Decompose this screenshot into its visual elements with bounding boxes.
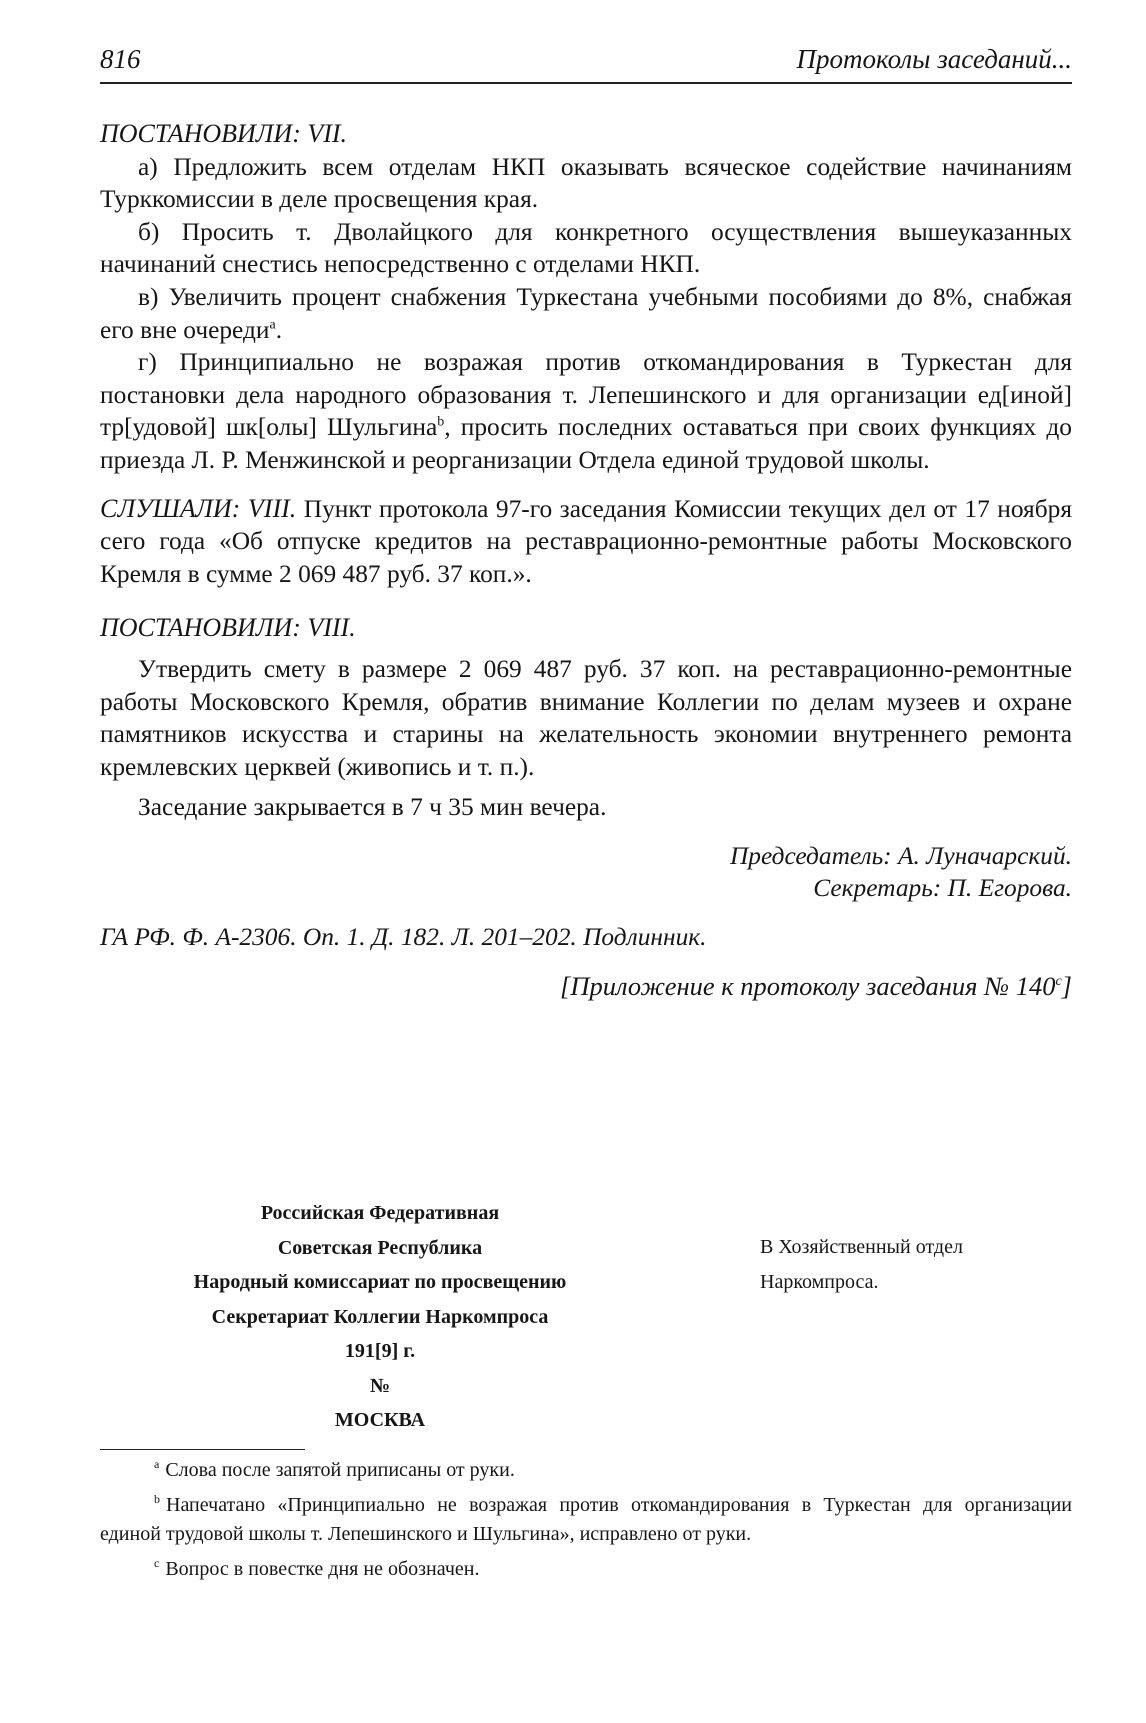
appendix-title <box>100 970 1072 1003</box>
appendix-title-text: [Приложение к протоколу заседания № 140 <box>560 970 1056 1001</box>
chair-signature: Председатель: А. Луначарский. <box>729 841 1072 870</box>
heard-viii-heading: СЛУШАЛИ: VIII. <box>100 493 297 523</box>
resolved-vii-item-a: а) Предложить всем отделам НКП оказывать всяческое содействие начинаниям Турккомиссии в деле просвещения края. <box>100 152 1072 214</box>
resolved-vii-item-c-text: в) Увеличить процент снабжения Туркестана учебными пособиями до 8%, снабжая его вне очереди <box>100 282 1072 344</box>
letterhead-line: № <box>369 1374 391 1397</box>
footnote-a <box>100 1456 1072 1485</box>
addressee-line: Наркомпроса. <box>760 1270 879 1293</box>
closing-time: Заседание закрывается в 7 ч 35 мин вечера. <box>138 793 607 822</box>
addressee-line: В Хозяйственный отдел <box>760 1236 963 1258</box>
letterhead-line: Народный комиссариат по просвещению <box>193 1271 567 1293</box>
heard-viii <box>100 493 1072 591</box>
page-number: 816 <box>100 44 141 74</box>
resolved-vii-item-d <box>100 346 1072 476</box>
letterhead-line: 191[9] г. <box>344 1340 416 1362</box>
running-title: Протоколы заседаний... <box>796 44 1072 74</box>
resolved-vii-heading: ПОСТАНОВИЛИ: VII. <box>100 119 348 148</box>
footnote-text: Слова после запятой приписаны от руки. <box>165 1459 515 1481</box>
resolved-viii-text: Утвердить смету в размере 2 069 487 руб. 37 коп. на реставрационно-ремонтные работы Московского Кремля, обратив внимание Коллегии по делам музеев и охране памятников искусства и старины на желательность экономии внутреннего ремонта кремлевских церквей (живопись и т. п.). <box>100 654 1072 781</box>
document-body <box>100 118 1072 1002</box>
footnote-b <box>100 1491 1072 1549</box>
letterhead-line: МОСКВА <box>334 1409 426 1431</box>
resolved-vii-item-d-part1: г) Принципиально не возражая против откомандирования в Туркестан для постановки дела народного образования т. Лепешинского и для организации ед[иной] тр[удовой] шк[олы] Шульгина <box>100 348 1072 442</box>
letterhead-line: Советская Республика <box>277 1236 483 1259</box>
footnote-rule <box>100 1449 305 1450</box>
resolved-vii-item-d-part2: , просить последних оставаться при своих функциях до приезда Л. Р. Менжинской и реорганизации Отдела единой трудовой школы. <box>100 413 1072 474</box>
footnote-ref-a: a <box>269 317 276 333</box>
resolved-viii-heading: ПОСТАНОВИЛИ: VIII. <box>100 613 356 643</box>
footnote-mark: a <box>154 1457 160 1472</box>
footnote-mark: b <box>154 1492 160 1507</box>
footnote-ref-c: c <box>1055 973 1062 989</box>
secretary-signature: Секретарь: П. Егорова. <box>813 874 1072 903</box>
footnotes <box>100 1456 1072 1590</box>
footnote-mark: c <box>154 1556 160 1571</box>
page-header <box>100 44 1072 84</box>
resolved-vii-item-c <box>100 281 1072 346</box>
archive-reference: ГА РФ. Ф. А-2306. Оп. 1. Д. 182. Л. 201–202. Подлинник. <box>100 923 707 952</box>
letterhead-addressee <box>760 1230 1060 1299</box>
appendix-title-close: ] <box>1061 970 1072 1001</box>
footnote-c <box>100 1555 1072 1584</box>
letterhead <box>100 1196 1072 1431</box>
resolved-vii-item-b: б) Просить т. Дволайцкого для конкретного осуществления вышеуказанных начинаний снестись непосредственно с отделами НКП. <box>100 217 1072 279</box>
letterhead-sender <box>140 1196 620 1438</box>
footnote-text: Напечатано «Принципиально не возражая против откомандирования в Туркестан для организации единой трудовой школы т. Лепешинского и Шульгина», исправлено от руки. <box>100 1494 1072 1545</box>
resolved-vii-item-c-end: . <box>275 315 283 344</box>
letterhead-line: Секретариат Коллегии Наркомпроса <box>211 1305 549 1328</box>
header-rule <box>100 82 1072 84</box>
footnote-text: Вопрос в повестке дня не обозначен. <box>165 1558 480 1580</box>
footnote-ref-b: b <box>437 414 445 430</box>
heard-viii-text: Пункт протокола 97-го заседания Комиссии текущих дел от 17 ноября сего года «Об отпуске кредитов на реставрационно-ремонтные работы Московского Кремля в сумме 2 069 487 руб. 37 коп.». <box>100 494 1073 588</box>
letterhead-line: Российская Федеративная <box>260 1202 500 1224</box>
